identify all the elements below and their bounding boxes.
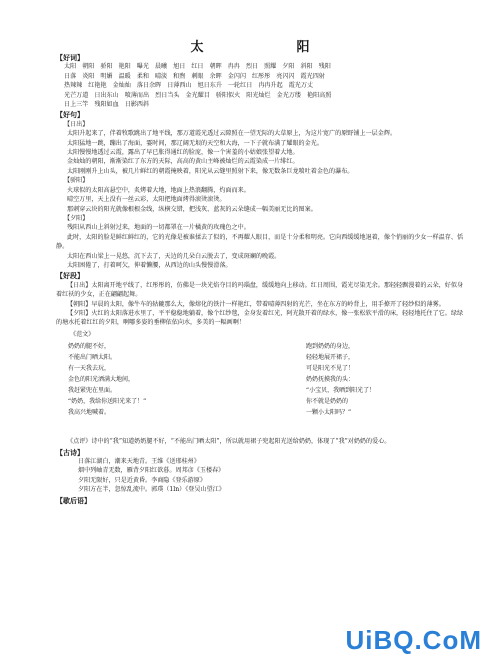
word-item: 曝光 xyxy=(136,63,149,71)
word-item: 日薄西山 xyxy=(167,82,192,90)
sunset-sentence: 残阳从西山上斜射过来，地面的一切都罩在一片橘黄的玫瑰色之中。 xyxy=(67,224,250,232)
poem-right-column xyxy=(306,341,375,418)
ancient-poem-line: 夕阳方在半，忽惊乱流中。郭璞（1ln）《登吴山望江》 xyxy=(78,486,225,494)
word-item: 霞光四射 xyxy=(300,72,325,80)
word-item: 烈日 xyxy=(245,63,259,71)
word-item: 亮闪闪 xyxy=(276,72,295,80)
word-item: 阳光灿烂 xyxy=(246,91,271,99)
word-item: 夕阳 xyxy=(282,63,295,71)
word-item: 金光耀目 xyxy=(185,91,210,99)
word-item: 霞光万丈 xyxy=(288,82,314,90)
word-item: 温暖 xyxy=(118,72,131,80)
page-title: 太 阳 xyxy=(190,40,350,55)
word-item: 晴淡 xyxy=(154,72,168,80)
poem-line: 我赶紧兜在里面。 xyxy=(68,387,117,395)
word-item: 骄阳似火 xyxy=(215,91,241,99)
word-item: 烈日当头 xyxy=(155,91,180,99)
word-item: 金光万缕 xyxy=(276,91,301,99)
word-row xyxy=(56,62,466,71)
word-item: 喷薄而出 xyxy=(124,91,150,99)
word-row xyxy=(56,72,466,81)
ancient-poem-line: 日落江湖白，潮来天地青。王维《送邢桂州》 xyxy=(78,458,200,465)
word-item: 明媚 xyxy=(100,72,113,80)
word-list xyxy=(56,62,466,109)
section-heading-words: 【好词】 xyxy=(56,53,84,62)
word-item: 照耀 xyxy=(264,63,277,71)
noon-sentence: 那刺穿云块的阳光就像根根金线，纵横交错，把浅灰、蓝灰的云朵缝成一幅美丽无比的图案。 xyxy=(67,205,317,213)
poem-line: 可是阳光不见了！ xyxy=(306,365,355,373)
noon-sentences xyxy=(56,186,466,214)
word-item: 日上三竿 xyxy=(64,101,89,109)
word-item: 残阳如血 xyxy=(94,101,119,109)
word-item: 红艳艳 xyxy=(88,82,107,90)
poem-line: “小宝贝，我晒到阳光了！ xyxy=(306,387,376,395)
sunset-sentence: 太阳困倦了，打着呵欠，伸着懒腰，从西边的山头慢慢滑落。 xyxy=(67,261,232,269)
sub-heading-sunrise: 【日出】 xyxy=(64,120,89,128)
document-body xyxy=(56,52,466,505)
word-row xyxy=(56,100,466,109)
poem-comment xyxy=(56,437,466,446)
paragraph-sunset: 【夕阳】火红的太阳落进水里了，平平稳稳地躺着，像个红纱毯，金身发着红光，阿光散开着的绿水，像一张松软平滑的床，轻轻地托住了它。绿绿的塘水托着红红的夕阳，啊哪多姿的垂柳依依向水，多美的一幅画啊！ xyxy=(56,309,464,327)
word-item: 刺眼 xyxy=(191,72,204,80)
poem-line: 你不就是奶奶的 xyxy=(306,398,349,406)
word-item: 太阳 xyxy=(64,63,77,71)
watermark-logo: UiBQ.CoM xyxy=(345,625,482,655)
word-item: 日出东山 xyxy=(94,91,119,99)
sub-heading-noon: 【骄阳】 xyxy=(64,177,89,185)
word-row xyxy=(56,91,466,100)
poem-line: 一颗小太阳吗？” xyxy=(306,409,352,417)
poem-line: 跑到奶奶的身边， xyxy=(306,343,355,351)
word-item: 冉冉升起 xyxy=(258,82,283,90)
word-item: 余晖 xyxy=(209,72,222,80)
poem-line: “奶奶，我给你送阳光来了！” xyxy=(68,398,147,406)
word-item: 金灿灿 xyxy=(112,82,131,90)
poem-line: 奶奶抚摸我的头： xyxy=(306,376,355,384)
poem-line: 我高兴地喊着。 xyxy=(68,409,111,417)
word-item: 晨曦 xyxy=(154,63,168,71)
paragraph-sunrise: 【日出】太阳离开地平线了，红彤彤的，仿佛是一块光焰夺目的玛瑙盘，缓缓地向上移动。红日周围，霞光尽染无余。那轻轻飘漫着的云朵，好似身着红袄的少女，正在翩翩起舞。 xyxy=(56,281,464,299)
word-item: 落日余晖 xyxy=(136,82,162,90)
word-item: 旭日 xyxy=(173,63,186,71)
poem-line: 金色的阳光洒满大地间， xyxy=(68,376,135,384)
section-heading-afterword: 【歇后语】 xyxy=(56,495,91,505)
sunrise-sentence: 太阳升起来了，伴着牧歌跳出了地平线，那万道霞光透过云隙照在一望无际的大草原上，为这片宽广的原野铺上一层金辉。 xyxy=(67,130,397,138)
word-row xyxy=(56,81,466,90)
word-item: 朝晖 xyxy=(209,63,222,71)
word-item: 和煦 xyxy=(173,72,186,80)
word-item: 斜阳 xyxy=(300,63,313,71)
word-item: 冉冉 xyxy=(227,63,240,71)
word-item: 一轮红日 xyxy=(227,82,253,90)
poem-line: 轻轻地展开裙子， xyxy=(306,354,355,362)
noon-sentence: 火球似的太阳高悬空中，炙烤着大地，地面上热浪翻腾，灼面而来。 xyxy=(67,186,250,194)
word-item: 日影西斜 xyxy=(124,101,150,109)
sunrise-sentence: 太阳慢慢地透过云霞，露出了早已胀得通红的脸庞，像一个害羞的小姑娘张望着大地。 xyxy=(67,149,299,157)
paragraph-morning-sun: 【朝阳】早晨的太阳，像牛车的轱辘那么大，像熔化的铁汁一样艳红，带着晴薄四射的光芒，坐在东方的岭背上，用手撩开了轻纱似的薄雾。 xyxy=(67,300,445,308)
sunset-sentences xyxy=(56,223,466,270)
sunrise-sentences xyxy=(56,129,466,176)
word-item: 金闪闪 xyxy=(227,72,246,80)
section-heading-poem: 《范文》 xyxy=(70,330,95,338)
poem-comment-label: 《点评》 xyxy=(67,438,92,446)
section-heading-sentences: 【好句】 xyxy=(56,110,84,120)
ancient-poem-line: 烟中列岫青无数，雁背夕阳红欲暮。周邦彦《玉楼春》 xyxy=(78,467,225,475)
word-item: 旭日东升 xyxy=(197,82,222,90)
poem-line: 不能出门晒太阳。 xyxy=(68,354,117,362)
word-item: 残阳 xyxy=(318,63,331,71)
poem-line: 奶奶的腿不好， xyxy=(68,343,111,351)
sunrise-sentence: 金灿灿的朝阳，渐渐染红了东方的天际，高高的黄山主峰被灿烂的云霞染成一片绯红。 xyxy=(67,158,299,166)
sub-heading-sunset: 【夕阳】 xyxy=(64,214,89,222)
word-item: 艳阳 xyxy=(118,63,131,71)
poem-line: 有一天我去玩， xyxy=(68,365,111,373)
section-heading-paragraphs: 【好段】 xyxy=(56,271,84,281)
word-item: 光芒万道 xyxy=(64,91,89,99)
section-heading-ancient-poems: 【古诗】 xyxy=(56,447,84,457)
word-item: 骄阳 xyxy=(100,63,113,71)
poem-left-column xyxy=(68,341,146,418)
sunrise-sentence: 太阳刚刚升上山头，被几片鲜红的朝霞掩映着，阳光从云缝里照射下来，像无数条巨龙喷吐着金色的瀑布。 xyxy=(67,167,354,175)
word-item: 热辣辣 xyxy=(64,82,83,90)
word-item: 红日 xyxy=(191,63,204,71)
noon-sentence: 晴空万里，天上没有一丝云彩，太阳把地面烤得滚烫滚烫。 xyxy=(67,196,226,204)
word-item: 日落 xyxy=(64,72,77,80)
word-item: 艳阳高照 xyxy=(307,91,332,99)
word-item: 朝阳 xyxy=(82,63,95,71)
word-item: 红彤彤 xyxy=(251,72,271,80)
ancient-poem-line: 夕阳无限好，只是近黄昏。李商隐《登乐游原》 xyxy=(78,476,206,484)
word-item: 柔和 xyxy=(136,72,149,80)
sunset-sentence: 此时，太阳的脸是鲜红鲜红的，它的光像是被谁揉去了似的，不再耀人眼目，而是十分柔和明亮。它向西缓缓地退着，像个俏丽的少女一样温存、恬静。 xyxy=(56,233,464,251)
sunset-sentence: 太阳在西山梁上一晃悠，沉下去了，天边的几朵白云脱去了，变成斑斓的晚霞。 xyxy=(67,252,281,260)
poem-comment-text: 诗中的“我”知道奶奶腿不好，“不能出门晒太阳”，所以就用裙子兜起阳光送给奶奶，体现了“我”对奶奶的爱心。 xyxy=(91,438,391,446)
word-item: 炎阳 xyxy=(82,72,95,80)
ancient-poem-list xyxy=(56,457,466,495)
poem xyxy=(56,341,466,437)
sunrise-sentence: 太阳猛地一跳，蹦出了海面，霎时间，那辽阔无垠的天空和大海，一下子就布满了耀眼的金光。 xyxy=(67,139,323,147)
